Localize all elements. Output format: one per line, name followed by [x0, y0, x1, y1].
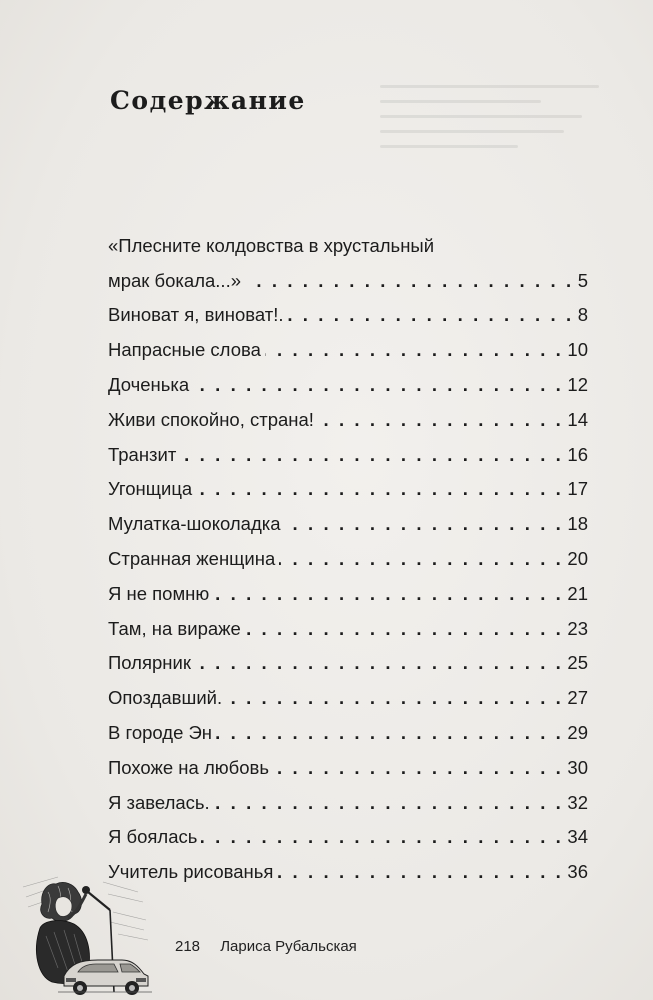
toc-entry-title: мрак бокала...» [108, 269, 241, 291]
show-through-text [380, 85, 610, 215]
dot-leader [318, 409, 563, 431]
dot-leader [273, 757, 563, 779]
toc-entry [108, 744, 588, 779]
toc-entry-title: Доченька [108, 373, 190, 395]
toc-entry [108, 257, 588, 292]
toc-entry-page: 25 [567, 652, 588, 674]
page-title: Содержание [110, 86, 306, 115]
toc-entry-title: Виноват я, виноват!. [108, 304, 284, 326]
toc-entry [108, 535, 588, 570]
toc-entry [108, 326, 588, 361]
toc-entry-page: 17 [567, 478, 588, 500]
dot-leader [288, 304, 574, 326]
toc-entry-title: Опоздавший. [108, 687, 223, 709]
dot-leader [285, 513, 564, 535]
table-of-contents [108, 222, 588, 883]
toc-entry-title: Я завелась. [108, 791, 210, 813]
toc-entry [108, 814, 588, 849]
toc-entry-title: Странная женщина [108, 547, 276, 569]
toc-entry-title: Угонщица [108, 478, 193, 500]
toc-entry-title: Транзит [108, 443, 177, 465]
toc-entry-page: 14 [567, 408, 588, 430]
dot-leader [180, 444, 563, 466]
toc-entry-title: Мулатка-шоколадка [108, 513, 281, 535]
toc-entry [108, 605, 588, 640]
toc-entry [108, 396, 588, 431]
dot-leader [201, 826, 563, 848]
toc-entry [108, 570, 588, 605]
dot-leader [196, 478, 563, 500]
dot-leader [277, 861, 563, 883]
toc-entry-page: 20 [567, 547, 588, 569]
toc-entry [108, 779, 588, 814]
toc-entry-title: Там, на вираже [108, 617, 241, 639]
toc-entry-page: 18 [567, 513, 588, 535]
toc-entry [108, 361, 588, 396]
toc-entry-page: 12 [567, 373, 588, 395]
toc-entry-page: 10 [567, 339, 588, 361]
toc-entry-title: В городе Эн [108, 721, 213, 743]
toc-entry-page: 29 [567, 721, 588, 743]
dot-leader [265, 339, 564, 361]
toc-entry-page: 32 [567, 791, 588, 813]
toc-entry [108, 848, 588, 883]
toc-entry-title: Полярник [108, 652, 191, 674]
toc-entry [108, 640, 588, 675]
singer-with-microphone-and-car-icon [18, 872, 153, 997]
dot-leader [245, 270, 574, 292]
toc-entry-title: Живи спокойно, страна! [108, 408, 314, 430]
toc-entry [108, 466, 588, 501]
dot-leader [214, 792, 564, 814]
toc-entry-title: Похоже на любовь [108, 756, 269, 778]
page-number: 218 [175, 938, 201, 955]
toc-entry-page: 23 [567, 617, 588, 639]
dot-leader [213, 583, 563, 605]
toc-entry-page: 5 [577, 269, 588, 291]
toc-entry-page: 8 [577, 304, 588, 326]
toc-entry-title: Учитель рисованья [108, 861, 274, 883]
toc-entry-page: 34 [567, 826, 588, 848]
toc-entry-page: 21 [567, 582, 588, 604]
dot-leader [226, 687, 563, 709]
toc-entry-page: 30 [567, 756, 588, 778]
toc-entry [108, 500, 588, 535]
toc-entry-title: Напрасные слова [108, 339, 261, 361]
toc-entry [108, 222, 588, 257]
page-footer [175, 938, 357, 955]
toc-entry-title: Я боялась [108, 826, 198, 848]
toc-entry [108, 292, 588, 327]
toc-entry-title: «Плесните колдовства в хрустальный [108, 234, 435, 256]
toc-entry-page: 27 [567, 687, 588, 709]
toc-entry-page: 36 [567, 861, 588, 883]
toc-entry-page: 16 [567, 443, 588, 465]
dot-leader [195, 652, 563, 674]
author-name: Лариса Рубальская [220, 938, 357, 955]
toc-entry [108, 431, 588, 466]
dot-leader [245, 618, 564, 640]
dot-leader [216, 722, 563, 744]
dot-leader [279, 548, 563, 570]
toc-entry [108, 674, 588, 709]
toc-entry [108, 709, 588, 744]
dot-leader [193, 374, 563, 396]
toc-entry-title: Я не помню [108, 582, 210, 604]
